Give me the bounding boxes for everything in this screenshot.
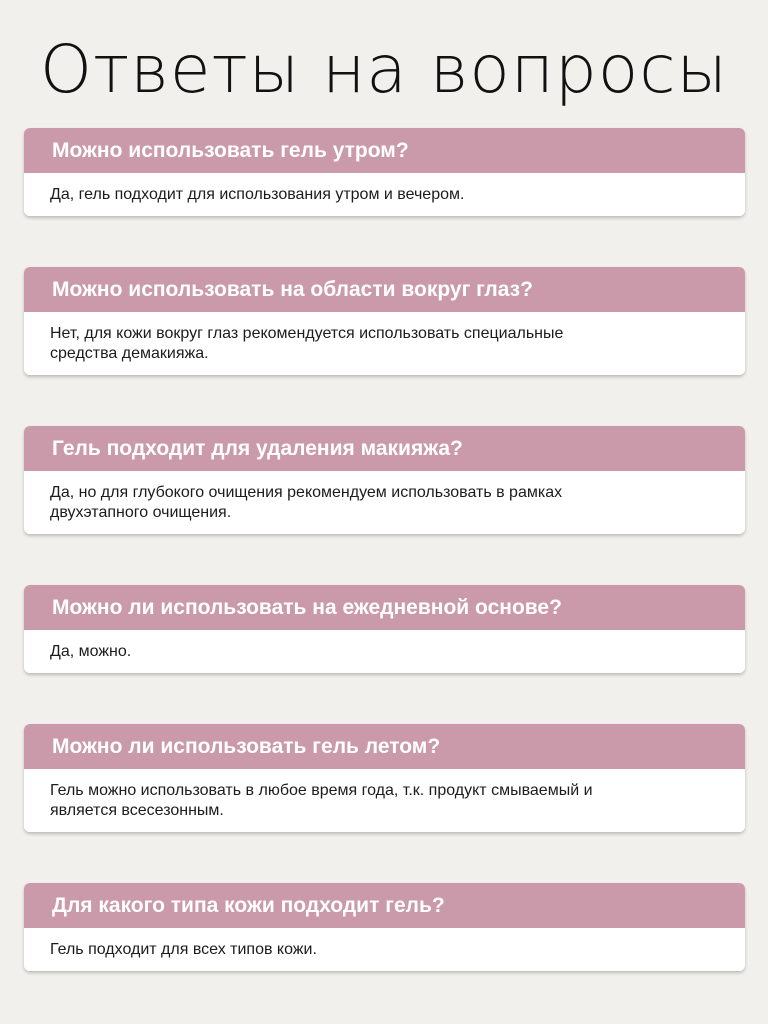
faq-answer-text: Да, гель подходит для использования утром и вечером.	[50, 185, 465, 203]
faq-answer	[24, 928, 745, 971]
faq-question: Для какого типа кожи подходит гель?	[24, 883, 745, 928]
faq-answer	[24, 769, 745, 832]
faq-question: Можно использовать гель утром?	[24, 128, 745, 173]
faq-question: Можно использовать на области вокруг глаз?	[24, 267, 745, 312]
faq-answer-text: Гель можно использовать в любое время года, т.к. продукт смываемый и является всесезонным.	[50, 781, 593, 819]
faq-answer	[24, 471, 745, 534]
faq-item	[24, 128, 745, 216]
faq-item	[24, 585, 745, 673]
faq-item	[24, 267, 745, 375]
faq-answer	[24, 630, 745, 673]
faq-item	[24, 883, 745, 971]
faq-question: Можно ли использовать на ежедневной основе?	[24, 585, 745, 630]
page-title: Ответы на вопросы	[40, 31, 728, 108]
faq-question: Можно ли использовать гель летом?	[24, 724, 745, 769]
faq-item	[24, 426, 745, 534]
faq-answer-text: Нет, для кожи вокруг глаз рекомендуется использовать специальные средства демакияжа.	[50, 324, 564, 362]
faq-item	[24, 724, 745, 832]
faq-answer-text: Да, можно.	[50, 642, 132, 660]
faq-answer-text: Да, но для глубокого очищения рекомендуем использовать в рамках двухэтапного очищения.	[50, 483, 563, 521]
faq-answer-text: Гель подходит для всех типов кожи.	[50, 940, 317, 958]
faq-answer	[24, 173, 745, 216]
faq-question: Гель подходит для удаления макияжа?	[24, 426, 745, 471]
faq-answer	[24, 312, 745, 375]
